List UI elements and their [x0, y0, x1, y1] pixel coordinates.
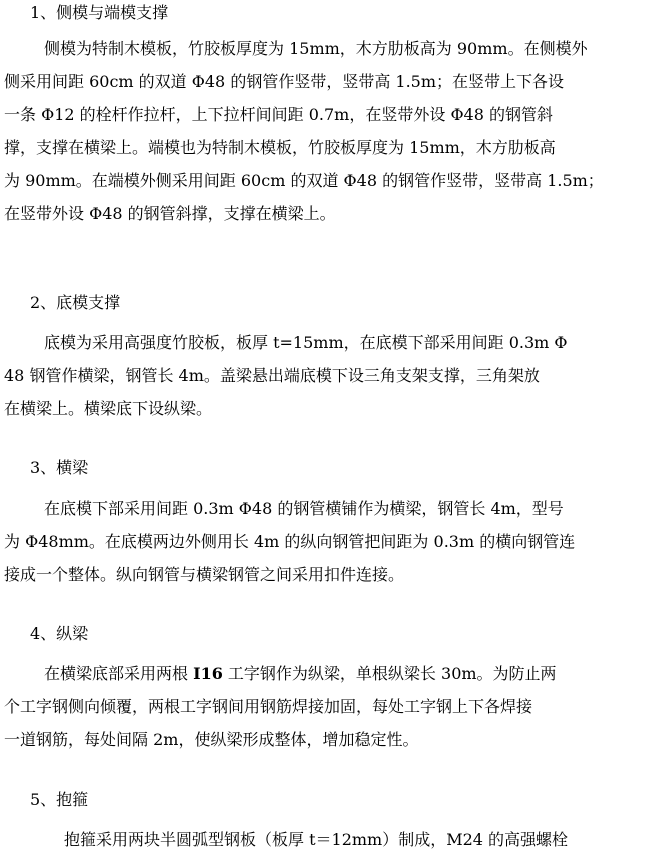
section-heading-5: 5、抱箍 — [30, 790, 89, 809]
paragraph-line: 侧模为特制木模板，竹胶板厚度为 15mm，木方肋板高为 90mm。在侧模外 — [44, 39, 588, 58]
paragraph-line: 抱箍采用两块半圆弧型钢板（板厚 t＝12mm）制成，M24 的高强螺栓 — [64, 830, 569, 849]
section-heading-1: 1、侧模与端模支撑 — [30, 3, 169, 22]
paragraph-line: 底模为采用高强度竹胶板，板厚 t=15mm，在底模下部采用间距 0.3m Φ — [44, 333, 568, 352]
paragraph-line: 个工字钢侧向倾覆，两根工字钢间用钢筋焊接加固，每处工字钢上下各焊接 — [4, 697, 533, 716]
paragraph-line: 一道钢筋，每处间隔 2m，使纵梁形成整体，增加稳定性。 — [4, 730, 419, 749]
paragraph-line: 为 Φ48mm。在底模两边外侧用长 4m 的纵向钢管把间距为 0.3m 的横向钢管连 — [4, 532, 576, 551]
paragraph-line: 48 钢管作横梁，钢管长 4m。盖梁悬出端底模下设三角支架支撑，三角架放 — [4, 366, 540, 385]
section-heading-2: 2、底模支撑 — [30, 293, 121, 312]
section-paragraph-3 — [4, 492, 626, 591]
paragraph-line: 撑，支撑在横梁上。端模也为特制木模板，竹胶板厚度为 15mm，木方肋板高 — [4, 138, 556, 157]
paragraph-line: 在竖带外设 Φ48 的钢管斜撑，支撑在横梁上。 — [4, 204, 336, 223]
paragraph-line: 为 90mm。在端模外侧采用间距 60cm 的双道 Φ48 的钢管作竖带，竖带高 1.5m； — [4, 171, 604, 190]
paragraph-line: 侧采用间距 60cm 的双道 Φ48 的钢管作竖带，竖带高 1.5m；在竖带上下各设 — [4, 72, 565, 91]
section-paragraph-5 — [4, 823, 626, 856]
bold-term: I16 — [193, 664, 223, 683]
section-paragraph-4 — [4, 657, 626, 756]
paragraph-line: 一条 Φ12 的栓杆作拉杆，上下拉杆间间距 0.7m，在竖带外设 Φ48 的钢管斜 — [4, 105, 554, 124]
paragraph-line: 在横梁底部采用两根 I16 工字钢作为纵梁，单根纵梁长 30m。为防止两 — [44, 664, 557, 683]
section-heading-3: 3、横梁 — [30, 458, 89, 477]
paragraph-line: 在横梁上。横梁底下设纵梁。 — [4, 399, 213, 418]
section-paragraph-2 — [4, 326, 626, 425]
paragraph-line: 在底模下部采用间距 0.3m Φ48 的钢管横铺作为横梁，钢管长 4m，型号 — [44, 499, 564, 518]
section-paragraph-1 — [4, 32, 626, 230]
paragraph-line: 接成一个整体。纵向钢管与横梁钢管之间采用扣件连接。 — [4, 565, 405, 584]
section-heading-4: 4、纵梁 — [30, 624, 89, 643]
